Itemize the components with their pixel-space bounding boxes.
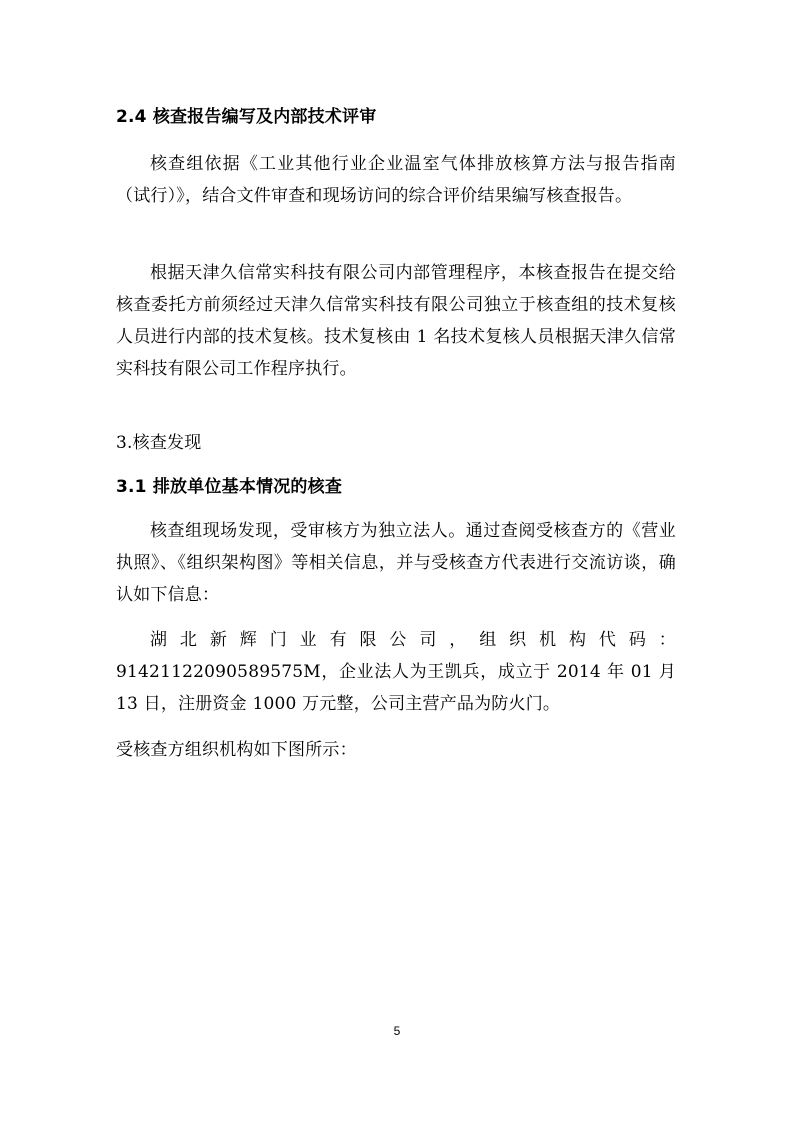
paragraph-text: 核查组依据《工业其他行业企业温室气体排放核算方法与报告指南（试行）》，结合文件审查和现场访问的综合评价结果编写核查报告。: [116, 154, 676, 206]
page-number: 5: [393, 1024, 401, 1038]
paragraph-text: 受核查方组织机构如下图所示：: [116, 740, 357, 760]
paragraph-text: 核查组现场发现，受审核方为独立法人。通过查阅受核查方的《营业执照》、《组织架构图》等相关信息，并与受核查方代表进行交流访谈，确认如下信息：: [116, 521, 676, 605]
section-3-1-heading: 3.1 排放单位基本情况的核查: [116, 477, 343, 497]
section-2-4-paragraph-2: [116, 257, 676, 385]
paragraph-text: 根据天津久信常实科技有限公司内部管理程序，本核查报告在提交给核查委托方前须经过天津久信常实科技有限公司独立于核查组的技术复核人员进行内部的技术复核。技术复核由 1 名技术复核人员根据天津久信常实科技有限公司工作程序执行。: [116, 263, 676, 379]
section-3-1-paragraph-2: [116, 624, 676, 720]
section-2-4-heading: 2.4 核查报告编写及内部技术评审: [116, 107, 377, 127]
section-3-heading: 3.核查发现: [116, 433, 202, 453]
section-3-1-paragraph-3: [116, 734, 676, 766]
section-2-4-paragraph-1: [116, 148, 676, 212]
section-3-1-paragraph-1: [116, 515, 676, 611]
paragraph-text: 湖北新辉门业有限公司，组织机构代码：91421122090589575M，企业法人为王凯兵，成立于 2014 年 01 月 13 日，注册资金 1000 万元整，公司主营产品为防火门。: [116, 630, 676, 714]
